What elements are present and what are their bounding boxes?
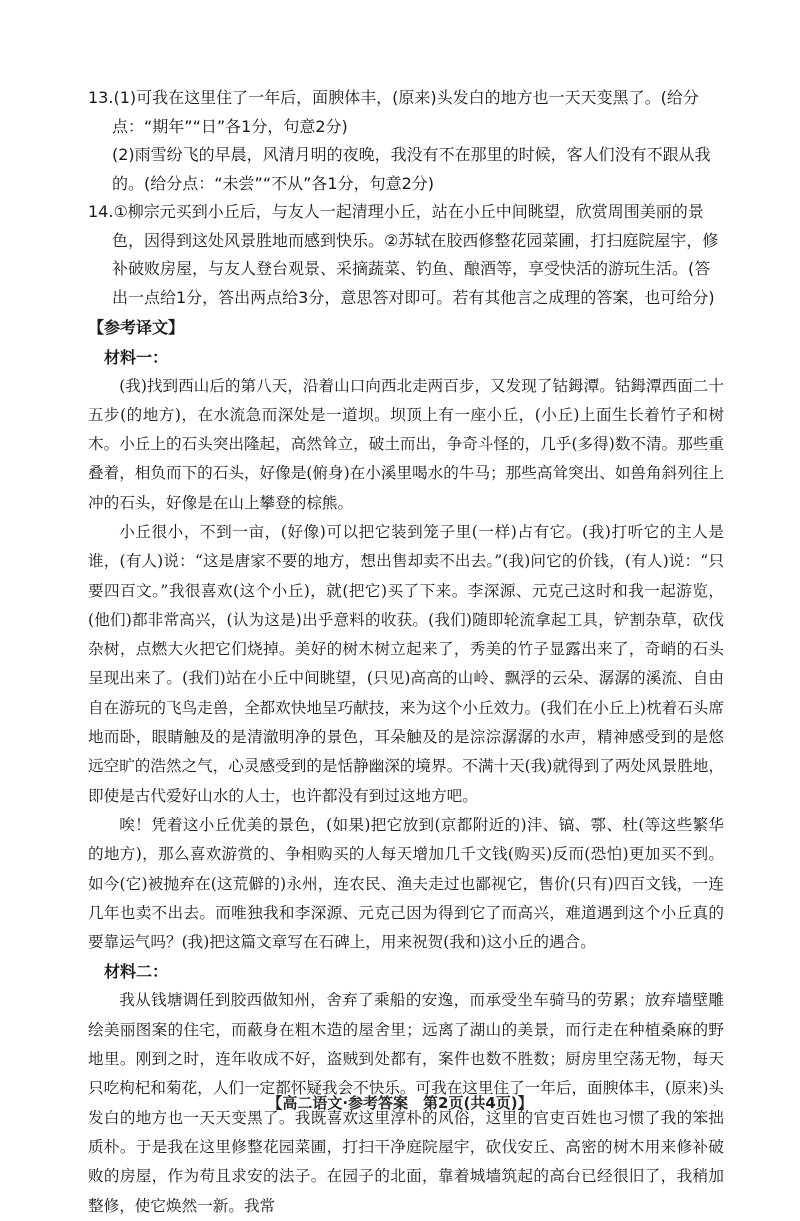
material-1-paragraph: 唉！凭着这小丘优美的景色，(如果)把它放到(京都附近的)沣、镐、鄠、杜(等这些繁华的地方)，那么喜欢游赏的、争相购买的人每天增加几千文钱(购买)反而(恐怕)更加买不到。如今(它)被抛弃在(这荒僻的)永州，连农民、渔夫走过也鄙视它，售价(只有)四百文钱，一连几年也卖不出去。而唯独我和李深源、元克己因为得到它了而高兴，难道遇到这个小丘真的要靠运气吗？(我)把这篇文章写在石碑上，用来祝贺(我和)这小丘的遇合。 bbox=[88, 815, 724, 952]
material-2-heading: 材料二： bbox=[104, 962, 169, 982]
answer-14: 14.①柳宗元买到小丘后，与友人一起清理小丘，站在小丘中间眺望，欣赏周围美丽的景色，因得到这处风景胜地而感到快乐。②苏轼在胶西修整花园菜圃，打扫庭院屋宇，修补破败房屋，与友人登台观景、采摘蔬菜、钓鱼、酿酒等，享受快活的游玩生活。(答出一点给1分，答出两点给3分，意思答对即可。若有其他言之成理的答案，也可给分) bbox=[88, 202, 719, 307]
answer-13-2: (2)雨雪纷飞的早晨，风清月明的夜晚，我没有不在那里的时候，客人们没有不跟从我的。(给分点：“未尝”“不从”各1分，句意2分) bbox=[112, 145, 711, 193]
material-1-paragraph: 小丘很小，不到一亩，(好像)可以把它装到笼子里(一样)占有它。(我)打听它的主人是谁，(有人)说：“这是唐家不要的地方，想出售却卖不出去。”(我)问它的价钱，(有人)说：“只要四百文。”我很喜欢(这个小丘)，就(把它)买了下来。李深源、元克己这时和我一起游览，(他们)都非常高兴，(认为这是)出乎意料的收获。(我们)随即轮流拿起工具，铲割杂草，砍伐杂树，点燃大火把它们烧掉。美好的树木树立起来了，秀美的竹子显露出来了，奇峭的石头呈现出来了。(我们)站在小丘中间眺望，(只见)高高的山岭、飘浮的云朵、潺潺的溪流、自由自在游玩的飞鸟走兽，全都欢快地呈巧献技，来为这个小丘效力。(我们在小丘上)枕着石头席地而卧，眼睛触及的是清澈明净的景色，耳朵触及的是淙淙潺潺的水声，精神感受到的是悠远空旷的浩然之气，心灵感受到的是恬静幽深的境界。不满十天(我)就得到了两处风景胜地，即使是古代爱好山水的人士，也许都没有到过这地方吧。 bbox=[88, 522, 724, 805]
answer-section bbox=[88, 84, 724, 312]
translation-body bbox=[88, 343, 724, 1221]
page-footer: 【高二语文·参考答案 第2页(共4页)】 bbox=[267, 1094, 533, 1112]
answer-page bbox=[88, 84, 724, 1221]
material-2-paragraph: 我从钱塘调任到胶西做知州，舍弃了乘船的安逸，而承受坐车骑马的劳累；放弃墙壁雕绘美丽图案的住宅，而蔽身在粗木造的屋舍里；远离了湖山的美景，而行走在种植桑麻的野地里。刚到之时，连年收成不好，盗贼到处都有，案件也数不胜数；厨房里空荡无物，每天只吃枸杞和菊花，人们一定都怀疑我会不快乐。可我在这里住了一年后，面腴体丰，(原来)头发白的地方也一天天变黑了。我既喜欢这里淳朴的风俗，这里的官吏百姓也习惯了我的笨拙质朴。于是我在这里修整花园菜圃，打扫干净庭院屋宇，砍伐安丘、高密的树木用来修补破败的房屋，作为苟且求安的法子。在园子的北面，靠着城墙筑起的高台已经很旧了，我稍加整修，使它焕然一新。我常 bbox=[88, 991, 724, 1215]
material-1-heading: 材料一： bbox=[104, 347, 169, 367]
corner-mark: . bbox=[712, 1098, 716, 1109]
reference-translation-heading: 【参考译文】 bbox=[88, 318, 185, 337]
material-1-paragraph: (我)找到西山后的第八天，沿着山口向西北走两百步，又发现了钴鉧潭。钴鉧潭西面二十五步(的地方)，在水流急而深处是一道坝。坝顶上有一座小丘，(小丘)上面生长着竹子和树木。小丘上的石头突出隆起，高然耸立，破土而出，争奇斗怪的，几乎(多得)数不清。那些重叠着，相负而下的石头，好像是(俯身)在小溪里喝水的牛马；那些高耸突出、如兽角斜列往上冲的石头，好像是在山上攀登的棕熊。 bbox=[88, 376, 724, 512]
answer-13-1: 13.(1)可我在这里住了一年后，面腴体丰，(原来)头发白的地方也一天天变黑了。(给分点：“期年”“日”各1分，句意2分) bbox=[88, 88, 699, 136]
